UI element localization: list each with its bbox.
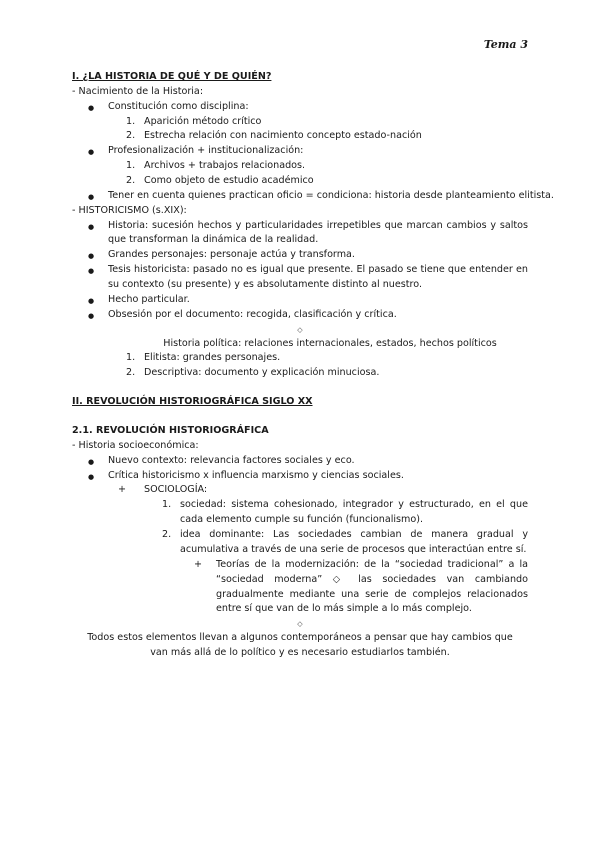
numbered-item (72, 115, 528, 130)
bullet-nuevo (72, 454, 528, 469)
bullet-obsesion (72, 308, 528, 323)
item-text: idea dominante: Las sociedades cambian de manera gradual y acumulativa a través de una serie de procesos que interactúan entre sí. (180, 529, 528, 555)
item-text: Elitista: grandes personajes. (144, 352, 281, 364)
bullet-hecho (72, 293, 528, 308)
item-number: 2. (162, 529, 172, 541)
socioeconomica-heading: - Historia socioeconómica: (72, 439, 199, 451)
bullet-text: Tener en cuenta quienes practican oficio = condiciona: historia desde planteamiento elitista. (108, 189, 554, 201)
numbered-item (72, 528, 528, 558)
item-text: Aparición método crítico (144, 115, 262, 127)
subsection-2-1-title: 2.1. REVOLUCIÓN HISTORIOGRÁFICA (72, 425, 269, 437)
item-number: 1. (126, 160, 136, 172)
bullet-text: Tesis historicista: pasado no es igual que presente. El pasado se tiene que entender en su contexto (su presente) y es absolutamente distinto al nuestro. (108, 264, 528, 291)
bullet-profesionalizacion (72, 144, 528, 159)
bullet-text: Grandes personajes: personaje actúa y transforma. (108, 249, 355, 261)
item-text: Teorías de la modernización: de la “sociedad tradicional” a la “sociedad moderna” ◇ las sociedades van cambiando gradualmente mediante una serie de complejos relacionados entre sí que van de lo más simple a lo más complejo. (216, 558, 528, 615)
item-text: Archivos + trabajos relacionados. (144, 160, 306, 172)
bullet-text: Nuevo contexto: relevancia factores sociales y eco. (108, 454, 355, 466)
item-text: sociedad: sistema cohesionado, integrador y estructurado, en el que cada elemento cumple su función (funcionalismo). (180, 499, 528, 526)
numbered-item (72, 351, 528, 366)
plus-icon: + (118, 484, 127, 496)
document-body (72, 70, 554, 661)
page-header-tema: Tema 3 (483, 38, 528, 51)
nacimiento-heading: - Nacimiento de la Historia: (72, 85, 204, 97)
section-1-title: I. ¿LA HISTORIA DE QUÉ Y DE QUIÉN? (72, 71, 272, 82)
numbered-item (72, 498, 528, 528)
historia-politica: Historia política: relaciones internacionales, estados, hechos políticos (163, 337, 497, 349)
bullet-text: Constitución como disciplina: (108, 100, 249, 112)
bullet-constitucion (72, 100, 528, 115)
bullet-text: Profesionalización + institucionalización: (108, 145, 304, 157)
bullet-historia (72, 219, 528, 249)
item-text: SOCIOLOGÍA: (144, 484, 208, 496)
item-number: 2. (126, 367, 136, 379)
diamond-icon: ◇ (297, 620, 303, 629)
bullet-text: Hecho particular. (108, 293, 190, 305)
numbered-item (72, 366, 528, 381)
numbered-item (72, 129, 528, 144)
numbered-item (72, 174, 528, 189)
conclusion-paragraph: Todos estos elementos llevan a algunos contemporáneos a pensar que hay cambios que van más allá de lo político y es necesario estudiarlos también. (87, 632, 513, 659)
sub-item-teorias (72, 558, 528, 617)
bullet-grandes (72, 248, 528, 263)
sub-item-sociologia (72, 483, 528, 498)
bullet-text: Obsesión por el documento: recogida, clasificación y crítica. (108, 308, 397, 320)
diamond-icon: ◇ (297, 325, 303, 334)
item-number: 2. (126, 130, 136, 142)
item-text: Estrecha relación con nacimiento concepto estado-nación (144, 130, 422, 142)
item-number: 1. (162, 499, 172, 511)
item-number: 2. (126, 175, 136, 187)
numbered-item (72, 159, 528, 174)
item-number: 1. (126, 352, 136, 364)
item-text: Como objeto de estudio académico (144, 175, 314, 187)
bullet-critica (72, 469, 528, 484)
historicismo-heading: - HISTORICISMO (s.XIX): (72, 204, 187, 216)
item-text: Descriptiva: documento y explicación minuciosa. (144, 367, 380, 379)
plus-icon: + (194, 558, 203, 570)
bullet-tesis (72, 263, 528, 293)
item-number: 1. (126, 115, 136, 127)
bullet-text: Historia: sucesión hechos y particularidades irrepetibles que marcan cambios y saltos que transforman la dinámica de la realidad. (108, 219, 528, 246)
bullet-tener (72, 189, 554, 204)
section-2-title: II. REVOLUCIÓN HISTORIOGRÁFICA SIGLO XX (72, 396, 313, 408)
bullet-text: Crítica historicismo x influencia marxismo y ciencias sociales. (108, 469, 404, 481)
